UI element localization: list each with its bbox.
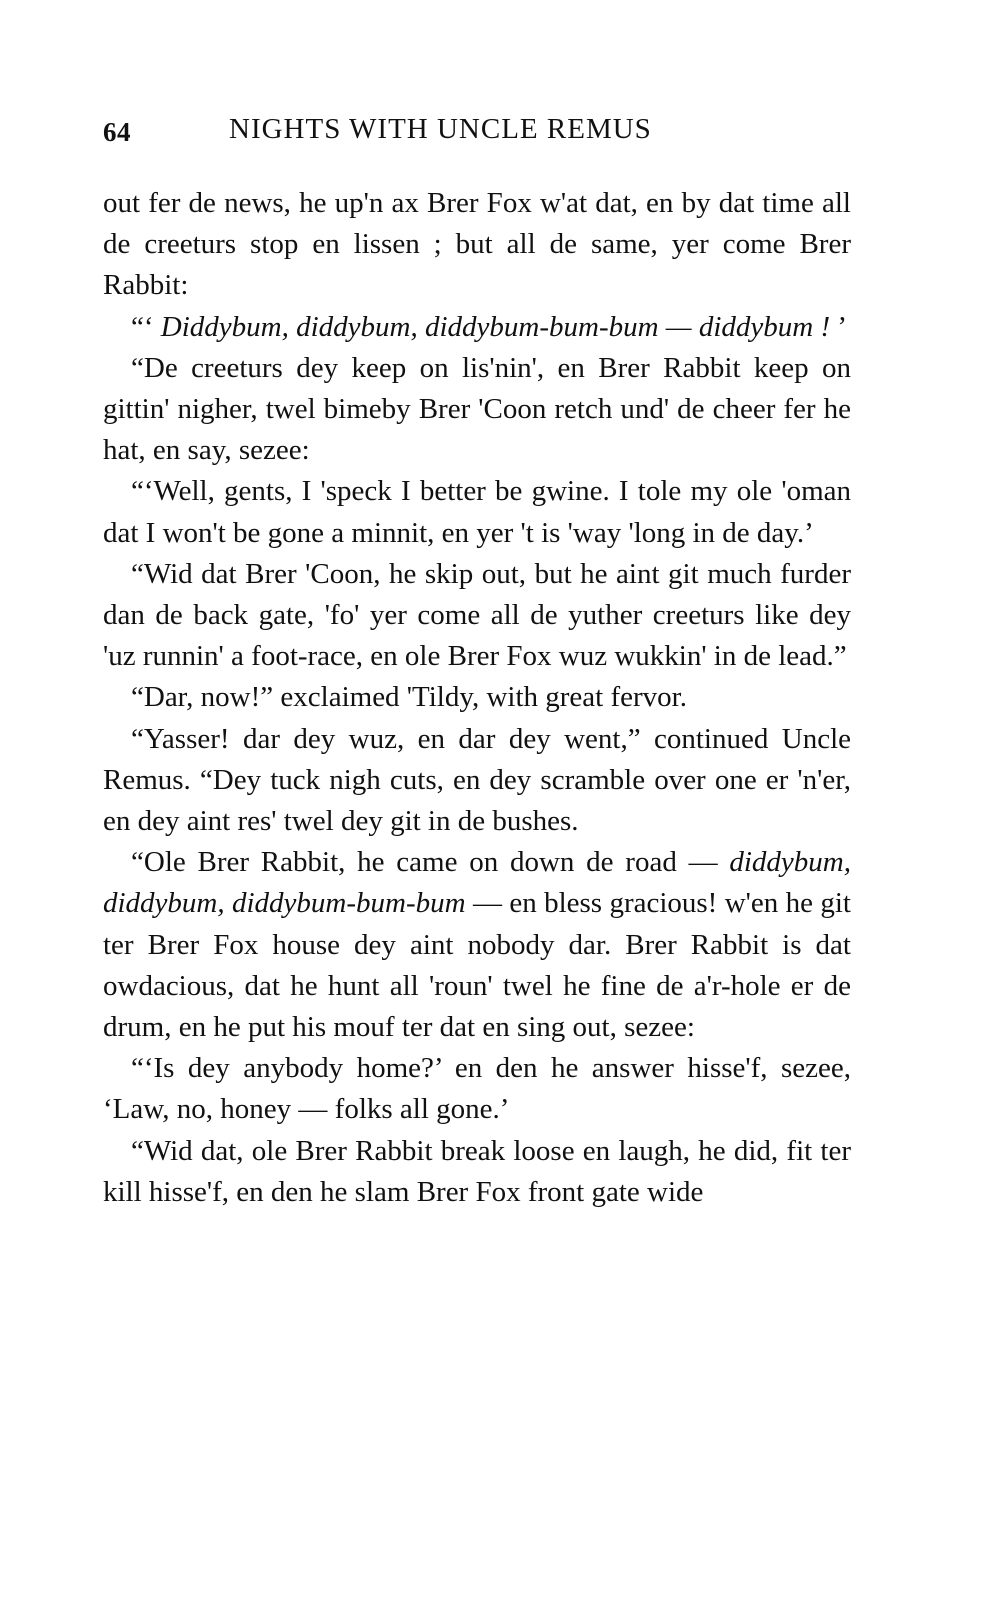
paragraph-1	[103, 183, 851, 307]
text-segment: “‘Is dey anybody home?’ en den he answer hisse'f, sezee, ‘Law, no, honey — folks all gone.’	[103, 1052, 851, 1126]
text-segment: “Wid dat, ole Brer Rabbit break loose en laugh, he did, fit ter kill hisse'f, en den he slam Brer Fox front gate wide	[103, 1134, 851, 1208]
text-segment: “Yasser! dar dey wuz, en dar dey went,” continued Uncle Remus. “Dey tuck nigh cuts, en dey scramble over one er 'n'er, en dey aint res' twel dey git in de bushes.	[103, 722, 851, 838]
paragraph-9	[103, 1048, 851, 1130]
paragraph-7	[103, 719, 851, 843]
italic-segment: Diddybum, diddybum, diddybum-bum-bum — diddybum !	[160, 310, 831, 343]
text-segment: “‘	[131, 310, 161, 343]
text-segment: “Wid dat Brer 'Coon, he skip out, but he aint git much furder dan de back gate, 'fo' yer come all de yuther creeturs like dey 'uz runnin' a foot-race, en ole Brer Fox wuz wukkin' in de lead.”	[103, 557, 851, 673]
text-segment: “‘Well, gents, I 'speck I better be gwine. I tole my ole 'oman dat I won't be gone a minnit, en yer 't is 'way 'long in de day.’	[103, 475, 851, 549]
paragraph-5	[103, 554, 851, 678]
paragraph-6	[103, 677, 851, 718]
paragraph-8	[103, 842, 851, 1048]
paragraph-2	[103, 307, 851, 348]
text-segment: “De creeturs dey keep on lis'nin', en Brer Rabbit keep on gittin' nigher, twel bimeby Brer 'Coon retch und' de cheer fer he hat, en say, sezee:	[103, 351, 851, 467]
text-segment: — en bless gracious! w'en he git ter Brer Fox house dey aint nobody dar. Brer Rabbit is dat owdacious, dat he hunt all 'roun' twel he fine de a'r-hole er de drum, en he put his mouf ter dat en sing out, sezee:	[103, 887, 851, 1044]
running-title: NIGHTS WITH UNCLE REMUS	[229, 113, 652, 145]
italic-segment: diddybum, diddybum, diddybum-bum-bum	[103, 846, 851, 920]
page-number: 64	[103, 117, 131, 147]
body-text	[103, 183, 851, 1213]
paragraph-3	[103, 348, 851, 472]
text-segment: ’	[830, 310, 848, 343]
text-segment: out fer de news, he up'n ax Brer Fox w'at dat, en by dat time all de creeturs stop en lissen ; but all de same, yer come Brer Rabbit:	[103, 187, 851, 302]
paragraph-4	[103, 471, 851, 553]
text-segment: “Ole Brer Rabbit, he came on down de road —	[131, 846, 730, 879]
paragraph-10	[103, 1131, 851, 1213]
page-header	[103, 113, 851, 157]
book-page	[103, 113, 851, 1213]
text-segment: “Dar, now!” exclaimed 'Tildy, with great fervor.	[131, 681, 687, 714]
